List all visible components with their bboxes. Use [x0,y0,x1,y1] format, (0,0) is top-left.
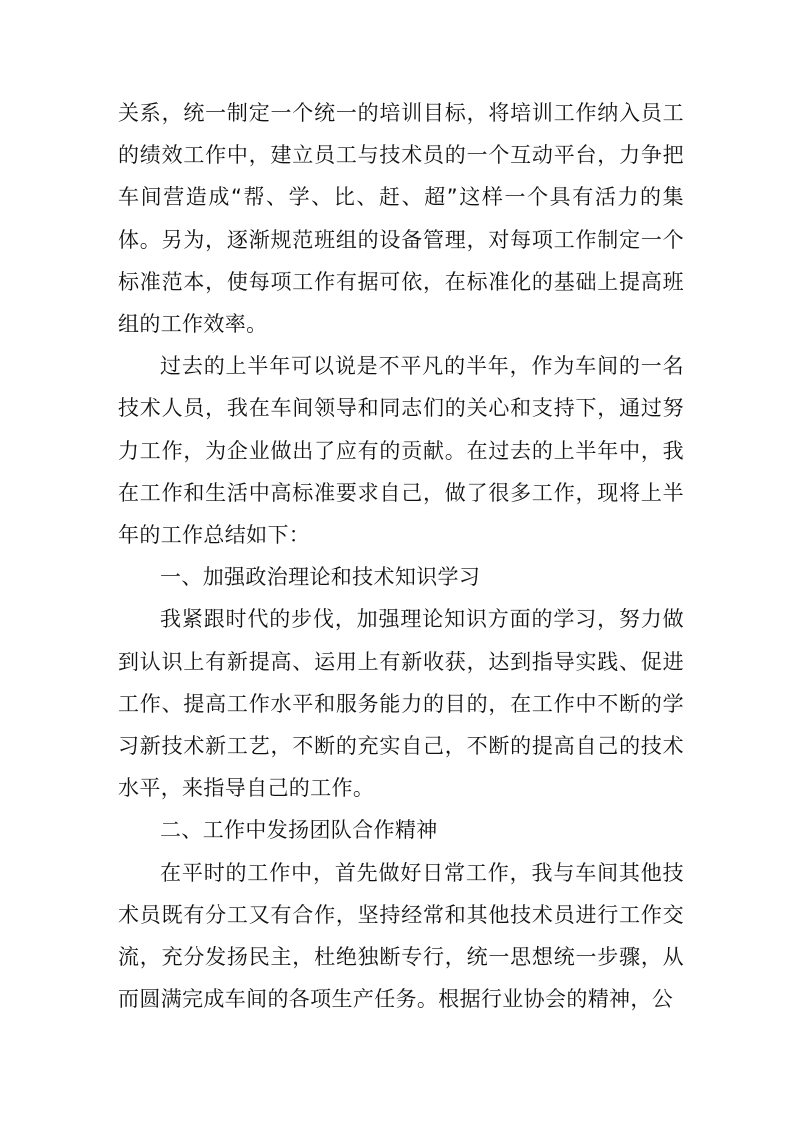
paragraph-section-1: 我紧跟时代的步伐，加强理论知识方面的学习，努力做到认识上有新提高、运用上有新收获，达到指导实践、促进工作、提高工作水平和服务能力的目的，在工作中不断的学习新技术新工艺，不断的充实自己，不断的提高自己的技术水平，来指导自己的工作。 [118,607,684,801]
paragraph-intro: 过去的上半年可以说是不平凡的半年，作为车间的一名技术人员，我在车间领导和同志们的关心和支持下，通过努力工作，为企业做出了应有的贡献。在过去的上半年中，我在工作和生活中高标准要求自己，做了很多工作，现将上半年的工作总结如下： [118,354,684,548]
paragraph-continuation: 关系，统一制定一个统一的培训目标，将培训工作纳入员工的绩效工作中，建立员工与技术员的一个互动平台，力争把车间营造成“帮、学、比、赶、超”这样一个具有活力的集体。另为，逐渐规范班组的设备管理，对每项工作制定一个标准范本，使每项工作有据可依，在标准化的基础上提高班组的工作效率。 [118,101,684,337]
section-heading-2: 二、工作中发扬团队合作精神 [160,818,438,843]
paragraph-section-2: 在平时的工作中，首先做好日常工作，我与车间其他技术员既有分工又有合作，坚持经常和其他技术员进行工作交流，充分发扬民主，杜绝独断专行，统一思想统一步骤，从而圆满完成车间的各项生产任务。根据行业协会的精神，公 [118,860,684,1012]
section-heading-1: 一、加强政治理论和技术知识学习 [160,565,481,590]
document-body [118,92,684,1020]
